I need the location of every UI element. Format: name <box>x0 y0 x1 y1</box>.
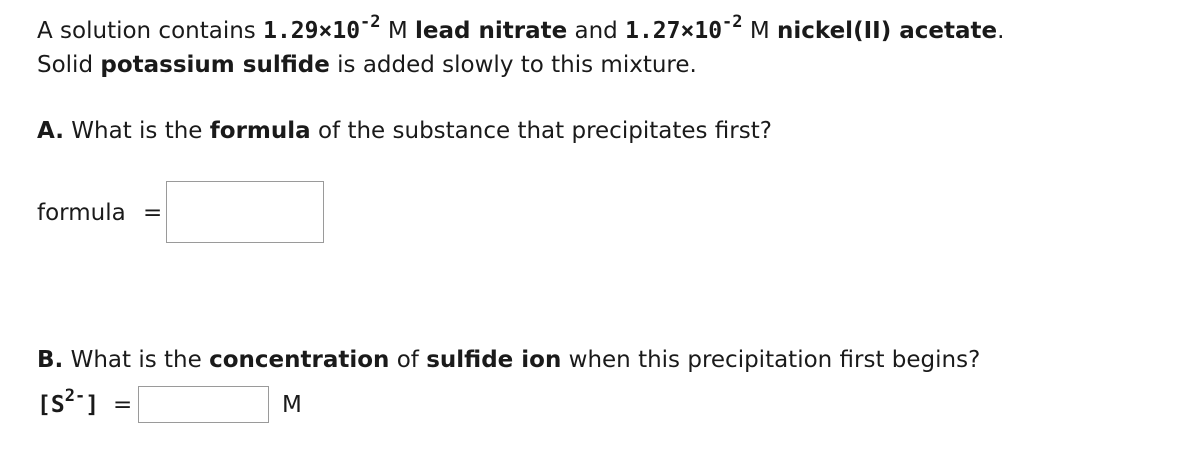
part-b-pre: What is the <box>70 347 202 373</box>
unit-molar: M <box>749 18 770 44</box>
nickel-acetate-concentration: $1.27\times 10^{-2}$ <box>625 12 743 44</box>
formula-label: formula <box>37 200 126 226</box>
sulfide-ion-label: $[S^{2-}]$ <box>37 386 100 418</box>
solid-text: Solid <box>37 52 94 78</box>
compound-nickel-acetate: nickel(II) acetate <box>777 18 998 44</box>
problem-line-2 <box>37 50 697 80</box>
lead-nitrate-concentration: $1.29\times 10^{-2}$ <box>263 12 381 44</box>
reagent-potassium-sulfide: potassium sulfide <box>100 52 330 78</box>
part-a-letter: A. <box>37 118 64 144</box>
intro-text: A solution contains <box>37 18 256 44</box>
part-a-question <box>37 116 772 146</box>
reagent-suffix: is added slowly to this mixture. <box>337 52 697 78</box>
problem-line-1 <box>37 12 1005 46</box>
part-b-question <box>37 345 980 375</box>
part-a-post: of the substance that precipitates first? <box>317 118 772 144</box>
part-a-pre: What is the <box>71 118 203 144</box>
period: . <box>997 18 1005 44</box>
part-b-letter: B. <box>37 347 64 373</box>
sulfide-equals: = <box>113 392 133 418</box>
sulfide-unit: M <box>282 392 302 418</box>
part-b-bold-sulfide: sulfide ion <box>426 347 562 373</box>
part-a-bold: formula <box>209 118 311 144</box>
part-b-post: when this precipitation first begins? <box>568 347 981 373</box>
part-b-bold-concentration: concentration <box>209 347 390 373</box>
compound-lead-nitrate: lead nitrate <box>415 18 568 44</box>
formula-equals: = <box>143 200 163 226</box>
formula-input[interactable] <box>166 181 324 243</box>
unit-molar: M <box>387 18 408 44</box>
part-b-mid: of <box>396 347 419 373</box>
sulfide-concentration-input[interactable] <box>138 386 269 423</box>
and-text: and <box>574 18 618 44</box>
